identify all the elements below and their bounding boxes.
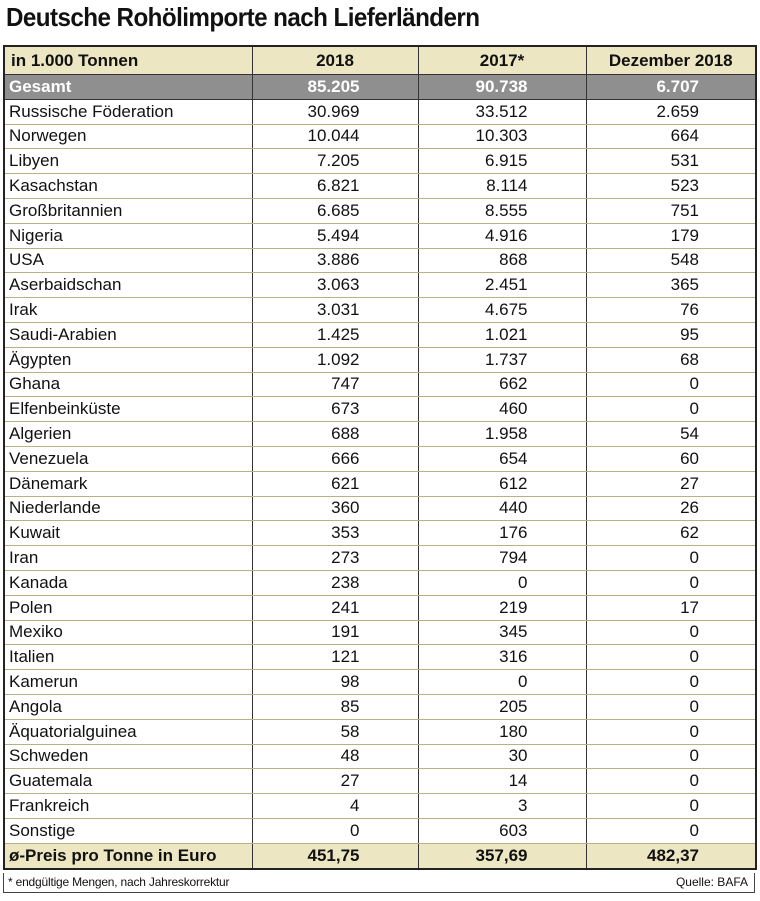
value-2018: 121 [252,645,418,670]
value-2017: 10.303 [418,124,586,149]
table-row [4,298,756,323]
value-december-2018: 76 [586,298,756,323]
country-name: Mexiko [4,620,252,645]
table-row [4,670,756,695]
total-december-2018: 6.707 [586,75,756,100]
country-name: Venezuela [4,446,252,471]
price-label: ø-Preis pro Tonne in Euro [4,843,252,869]
footnote: * endgültige Mengen, nach Jahreskorrektur [8,875,230,889]
value-2018: 85 [252,694,418,719]
value-december-2018: 0 [586,620,756,645]
country-name: Irak [4,298,252,323]
country-name: Iran [4,546,252,571]
table-row [4,422,756,447]
value-2017: 0 [418,670,586,695]
value-december-2018: 179 [586,223,756,248]
value-2017: 3 [418,794,586,819]
country-name: Großbritannien [4,198,252,223]
value-december-2018: 17 [586,595,756,620]
value-december-2018: 26 [586,496,756,521]
table-row [4,645,756,670]
value-2018: 58 [252,719,418,744]
table-row [4,372,756,397]
total-row [4,75,756,100]
value-2017: 6.915 [418,149,586,174]
value-december-2018: 60 [586,446,756,471]
value-2018: 673 [252,397,418,422]
table-row [4,818,756,843]
value-2017: 1.021 [418,322,586,347]
table-row [4,198,756,223]
country-name: Algerien [4,422,252,447]
price-december-2018: 482,37 [586,843,756,869]
value-2017: 8.114 [418,174,586,199]
country-name: Äquatorialguinea [4,719,252,744]
value-2018: 191 [252,620,418,645]
table-row [4,273,756,298]
value-2017: 868 [418,248,586,273]
value-december-2018: 0 [586,744,756,769]
table-row [4,769,756,794]
value-december-2018: 0 [586,546,756,571]
table-row [4,546,756,571]
table-row [4,99,756,124]
price-2017: 357,69 [418,843,586,869]
country-name: Angola [4,694,252,719]
value-december-2018: 531 [586,149,756,174]
source-note: Quelle: BAFA [675,875,748,889]
column-header-december-2018: Dezember 2018 [586,46,756,75]
country-name: Dänemark [4,471,252,496]
value-2018: 6.821 [252,174,418,199]
table-row [4,694,756,719]
table-row [4,149,756,174]
imports-table-container [3,45,755,870]
imports-table [3,45,757,870]
value-2017: 14 [418,769,586,794]
table-row [4,471,756,496]
value-december-2018: 2.659 [586,99,756,124]
value-2018: 241 [252,595,418,620]
value-2017: 180 [418,719,586,744]
table-row [4,496,756,521]
country-name: Ghana [4,372,252,397]
value-2018: 1.425 [252,322,418,347]
column-header-2017: 2017* [418,46,586,75]
country-name: Russische Föderation [4,99,252,124]
value-december-2018: 0 [586,794,756,819]
value-2018: 98 [252,670,418,695]
value-2017: 316 [418,645,586,670]
value-2017: 662 [418,372,586,397]
value-2018: 48 [252,744,418,769]
country-name: Libyen [4,149,252,174]
country-name: Frankreich [4,794,252,819]
table-row [4,124,756,149]
value-2018: 4 [252,794,418,819]
value-2017: 794 [418,546,586,571]
table-footer [3,873,755,893]
value-2018: 3.886 [252,248,418,273]
value-december-2018: 365 [586,273,756,298]
value-2018: 688 [252,422,418,447]
value-2018: 3.031 [252,298,418,323]
value-december-2018: 0 [586,769,756,794]
table-row [4,248,756,273]
value-2017: 8.555 [418,198,586,223]
value-2018: 10.044 [252,124,418,149]
country-name: Saudi-Arabien [4,322,252,347]
country-name: Kanada [4,570,252,595]
country-name: Kuwait [4,521,252,546]
value-2017: 205 [418,694,586,719]
value-december-2018: 0 [586,670,756,695]
value-december-2018: 751 [586,198,756,223]
country-name: Polen [4,595,252,620]
table-row [4,719,756,744]
value-december-2018: 0 [586,372,756,397]
price-2018: 451,75 [252,843,418,869]
country-name: Elfenbeinküste [4,397,252,422]
value-december-2018: 664 [586,124,756,149]
value-2017: 30 [418,744,586,769]
value-2018: 6.685 [252,198,418,223]
country-name: Kamerun [4,670,252,695]
value-2018: 3.063 [252,273,418,298]
value-december-2018: 68 [586,347,756,372]
value-december-2018: 95 [586,322,756,347]
value-2017: 2.451 [418,273,586,298]
value-december-2018: 0 [586,694,756,719]
table-row [4,174,756,199]
value-december-2018: 0 [586,818,756,843]
country-name: USA [4,248,252,273]
value-2017: 0 [418,570,586,595]
value-2017: 33.512 [418,99,586,124]
value-2018: 27 [252,769,418,794]
value-2017: 219 [418,595,586,620]
table-row [4,446,756,471]
value-2018: 666 [252,446,418,471]
value-december-2018: 27 [586,471,756,496]
value-2018: 747 [252,372,418,397]
table-row [4,794,756,819]
country-name: Norwegen [4,124,252,149]
table-row [4,620,756,645]
total-2017: 90.738 [418,75,586,100]
value-december-2018: 0 [586,719,756,744]
country-name: Schweden [4,744,252,769]
value-2018: 621 [252,471,418,496]
country-name: Italien [4,645,252,670]
value-2017: 4.675 [418,298,586,323]
country-name: Ägypten [4,347,252,372]
page-title: Deutsche Rohölimporte nach Lieferländern [6,2,480,32]
value-2018: 1.092 [252,347,418,372]
country-name: Aserbaidschan [4,273,252,298]
value-2018: 30.969 [252,99,418,124]
country-name: Kasachstan [4,174,252,199]
value-december-2018: 548 [586,248,756,273]
table-row [4,347,756,372]
table-row [4,744,756,769]
unit-header: in 1.000 Tonnen [4,46,252,75]
value-2017: 1.958 [418,422,586,447]
value-2018: 353 [252,521,418,546]
value-2018: 273 [252,546,418,571]
table-row [4,322,756,347]
value-2017: 4.916 [418,223,586,248]
total-2018: 85.205 [252,75,418,100]
table-row [4,223,756,248]
total-label: Gesamt [4,75,252,100]
value-december-2018: 54 [586,422,756,447]
value-december-2018: 523 [586,174,756,199]
table-header-row [4,46,756,75]
column-header-2018: 2018 [252,46,418,75]
table-row [4,521,756,546]
country-name: Nigeria [4,223,252,248]
value-2018: 360 [252,496,418,521]
country-name: Guatemala [4,769,252,794]
value-2017: 176 [418,521,586,546]
value-2018: 7.205 [252,149,418,174]
country-name: Niederlande [4,496,252,521]
country-name: Sonstige [4,818,252,843]
value-december-2018: 0 [586,645,756,670]
value-2018: 5.494 [252,223,418,248]
value-2017: 345 [418,620,586,645]
value-2018: 0 [252,818,418,843]
table-row [4,595,756,620]
table-row [4,397,756,422]
value-2018: 238 [252,570,418,595]
price-row [4,843,756,869]
value-2017: 460 [418,397,586,422]
value-december-2018: 0 [586,570,756,595]
value-2017: 1.737 [418,347,586,372]
value-2017: 654 [418,446,586,471]
value-december-2018: 62 [586,521,756,546]
value-2017: 612 [418,471,586,496]
value-december-2018: 0 [586,397,756,422]
value-2017: 603 [418,818,586,843]
value-2017: 440 [418,496,586,521]
table-row [4,570,756,595]
